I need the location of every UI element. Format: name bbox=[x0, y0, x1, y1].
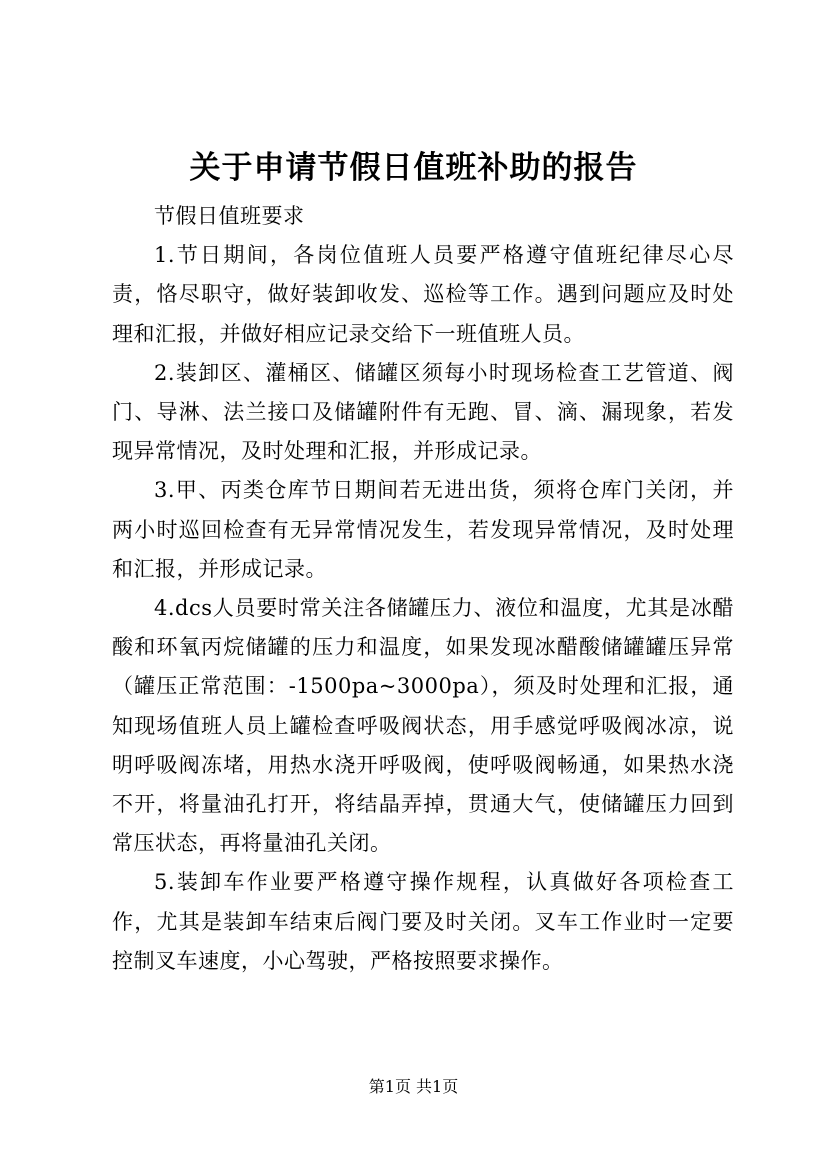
document-body bbox=[112, 197, 734, 981]
paragraph-1: 1.节日期间，各岗位值班人员要严格遵守值班纪律尽心尽责，恪尽职守，做好装卸收发、巡检等工作。遇到问题应及时处理和汇报，并做好相应记录交给下一班值班人员。 bbox=[112, 243, 734, 346]
paragraph-4: 4.dcs人员要时常关注各储罐压力、液位和温度，尤其是冰醋酸和环氧丙烷储罐的压力和温度，如果发现冰醋酸储罐罐压异常（罐压正常范围：-1500pa~3000pa），须及时处理和汇报，通知现场值班人员上罐检查呼吸阀状态，用手感觉呼吸阀冰凉，说明呼吸阀冻堵，用热水浇开呼吸阀，使呼吸阀畅通，如果热水浇不开，将量油孔打开，将结晶弄掉，贯通大气，使储罐压力回到常压状态，再将量油孔关闭。 bbox=[112, 596, 734, 856]
document-title: 关于申请节假日值班补助的报告 bbox=[189, 150, 638, 186]
paragraph-2: 2.装卸区、灌桶区、储罐区须每小时现场检查工艺管道、阀门、导淋、法兰接口及储罐附件有无跑、冒、滴、漏现象，若发现异常情况，及时处理和汇报，并形成记录。 bbox=[112, 360, 734, 464]
page-footer: 第1页 共1页 bbox=[368, 1077, 459, 1096]
paragraph-5: 5.装卸车作业要严格遵守操作规程，认真做好各项检查工作，尤其是装卸车结束后阀门要及时关闭。叉车工作业时一定要控制叉车速度，小心驾驶，严格按照要求操作。 bbox=[112, 870, 734, 973]
section-heading: 节假日值班要求 bbox=[154, 204, 305, 228]
paragraph-3: 3.甲、丙类仓库节日期间若无进出货，须将仓库门关闭，并两小时巡回检查有无异常情况发生，若发现异常情况，及时处理和汇报，并形成记录。 bbox=[112, 478, 734, 581]
